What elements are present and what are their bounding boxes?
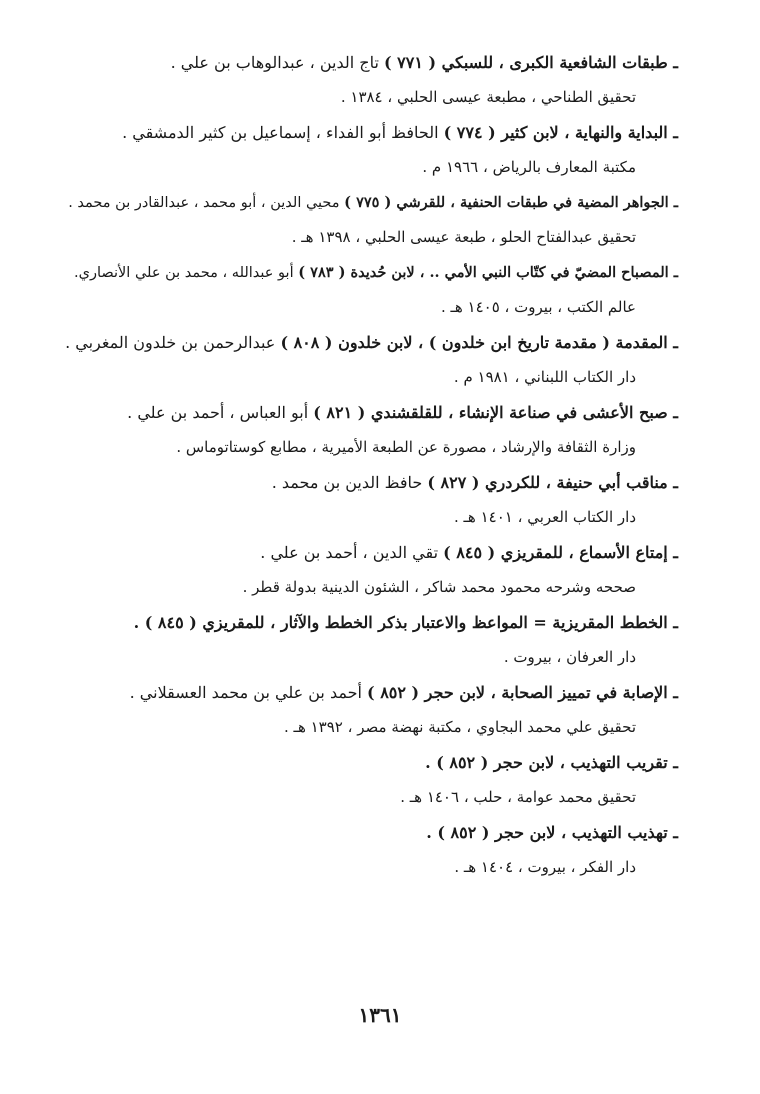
entry-title: تهذيب التهذيب ، لابن حجر ( ٨٥٢ ) . [426,823,668,842]
entry-publication: دار الفكر ، بيروت ، ١٤٠٤ هـ . [454,858,636,876]
entry-heading: ـ تهذيب التهذيب ، لابن حجر ( ٨٥٢ ) . [426,823,678,842]
entry-title: صبح الأعشى في صناعة الإنشاء ، للقلقشندي ( ٨٢١ ) [313,403,668,422]
entry-title: الإصابة في تمييز الصحابة ، لابن حجر ( ٨٥٢ ) [367,683,668,702]
entry-author: تقي الدين ، أحمد بن علي . [260,543,439,562]
entry-heading: ـ المصباح المضيّ في كتّاب النبي الأمي .. ، لابن حُديدة ( ٧٨٣ ) أبو عبدالله ، محمد بن علي الأنصاري. [74,264,678,281]
bibliography-entry [58,612,678,667]
bibliography-entry [58,472,678,527]
entry-title: مناقب أبي حنيفة ، للكردري ( ٨٢٧ ) [427,473,668,492]
entry-title: البداية والنهاية ، لابن كثير ( ٧٧٤ ) [443,123,668,142]
bibliography-entry [58,192,678,247]
entry-author: أبو العباس ، أحمد بن علي . [127,403,309,422]
entry-title: الخطط المقريزية = المواعظ والاعتبار بذكر الخطط والآثار ، للمقريزي ( ٨٤٥ ) . [133,613,668,632]
entry-author: حافظ الدين بن محمد . [271,473,423,492]
entry-heading: ـ البداية والنهاية ، لابن كثير ( ٧٧٤ ) الحافظ أبو الفداء ، إسماعيل بن كثير الدمشقي . [122,123,678,142]
page-number: ١٣٦١ [358,1003,402,1027]
entry-author: الحافظ أبو الفداء ، إسماعيل بن كثير الدمشقي . [122,123,439,142]
entry-publication: مكتبة المعارف بالرياض ، ١٩٦٦ م . [422,158,636,176]
entry-publication: صححه وشرحه محمود محمد شاكر ، الشئون الدينية بدولة قطر . [242,578,636,596]
bibliography-entry [58,402,678,457]
bibliography-entry [58,262,678,317]
entry-heading: ـ المقدمة ( مقدمة تاريخ ابن خلدون ) ، لابن خلدون ( ٨٠٨ ) عبدالرحمن بن خلدون المغربي . [65,333,678,352]
entry-publication: دار الكتاب العربي ، ١٤٠١ هـ . [453,508,636,526]
bibliography-entry [58,682,678,737]
entry-publication: وزارة الثقافة والإرشاد ، مصورة عن الطبعة الأميرية ، مطابع كوستاتوماس . [176,438,636,456]
entry-heading: ـ طبقات الشافعية الكبرى ، للسبكي ( ٧٧١ ) تاج الدين ، عبدالوهاب بن علي . [170,53,678,72]
entry-author: محيي الدين ، أبو محمد ، عبدالقادر بن محمد . [68,195,340,211]
entry-publication: تحقيق عبدالفتاح الحلو ، طبعة عيسى الحلبي ، ١٣٩٨ هـ . [291,228,636,246]
entry-publication: عالم الكتب ، بيروت ، ١٤٠٥ هـ . [440,298,636,316]
entry-publication: تحقيق الطناحي ، مطبعة عيسى الحلبي ، ١٣٨٤ . [340,88,636,106]
bibliography-entry [58,52,678,107]
bibliography-entry [58,822,678,877]
entry-author: عبدالرحمن بن خلدون المغربي . [65,333,276,352]
entry-heading: ـ إمتاع الأسماع ، للمقريزي ( ٨٤٥ ) تقي الدين ، أحمد بن علي . [260,543,678,562]
entry-heading: ـ مناقب أبي حنيفة ، للكردري ( ٨٢٧ ) حافظ الدين بن محمد . [271,473,678,492]
entry-author: أبو عبدالله ، محمد بن علي الأنصاري. [74,265,294,281]
entry-title: المصباح المضيّ في كتّاب النبي الأمي .. ، لابن حُديدة ( ٧٨٣ ) [298,264,669,281]
entry-title: إمتاع الأسماع ، للمقريزي ( ٨٤٥ ) [443,543,668,562]
bibliography-entry [58,752,678,807]
entry-title: طبقات الشافعية الكبرى ، للسبكي ( ٧٧١ ) [384,53,668,72]
entry-heading: ـ الخطط المقريزية = المواعظ والاعتبار بذكر الخطط والآثار ، للمقريزي ( ٨٤٥ ) . [133,613,678,632]
entry-title: تقريب التهذيب ، لابن حجر ( ٨٥٢ ) . [425,753,668,772]
bibliography-entry [58,122,678,177]
entry-author: تاج الدين ، عبدالوهاب بن علي . [170,53,379,72]
entry-title: المقدمة ( مقدمة تاريخ ابن خلدون ) ، لابن خلدون ( ٨٠٨ ) [280,333,668,352]
entry-publication: دار الكتاب اللبناني ، ١٩٨١ م . [453,368,636,386]
bibliography-entry [58,542,678,597]
bibliography-list [58,52,678,892]
entry-heading: ـ الجواهر المضية في طبقات الحنفية ، للقرشي ( ٧٧٥ ) محيي الدين ، أبو محمد ، عبدالقادر بن محمد . [68,194,678,211]
entry-publication: دار العرفان ، بيروت . [503,648,636,666]
entry-heading: ـ صبح الأعشى في صناعة الإنشاء ، للقلقشندي ( ٨٢١ ) أبو العباس ، أحمد بن علي . [127,403,678,422]
entry-publication: تحقيق علي محمد البجاوي ، مكتبة نهضة مصر ، ١٣٩٢ هـ . [284,718,636,736]
entry-publication: تحقيق محمد عوامة ، حلب ، ١٤٠٦ هـ . [400,788,636,806]
bibliography-entry [58,332,678,387]
entry-author: أحمد بن علي بن محمد العسقلاني . [129,683,362,702]
entry-title: الجواهر المضية في طبقات الحنفية ، للقرشي ( ٧٧٥ ) [344,194,669,211]
entry-heading: ـ تقريب التهذيب ، لابن حجر ( ٨٥٢ ) . [425,753,678,772]
entry-heading: ـ الإصابة في تمييز الصحابة ، لابن حجر ( ٨٥٢ ) أحمد بن علي بن محمد العسقلاني . [129,683,678,702]
